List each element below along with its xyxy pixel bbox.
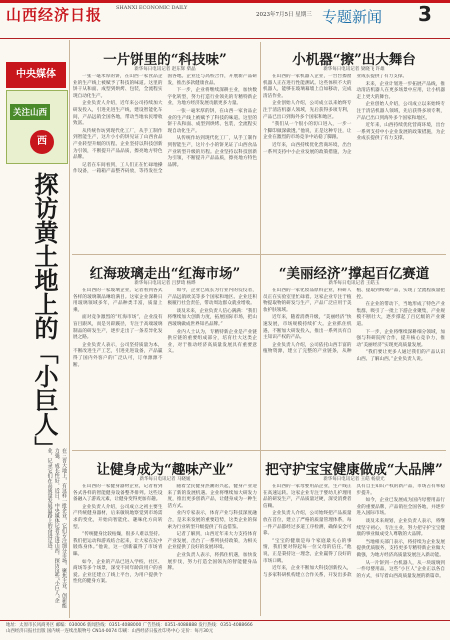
article-byline-5: 新华每日电讯记者 马晓媛 bbox=[139, 477, 191, 482]
article-title-1: 一片饼里的“科技味” bbox=[103, 52, 227, 68]
article-byline-1: 新华每日电讯记者 赵东辉 柴晶 bbox=[134, 67, 196, 72]
footer-line-2: 山西经济日报社出版 国内统一连续出版物号 CN14-0074 印刷：山西经济日报社印务中心 定价：每月30元 bbox=[6, 629, 214, 634]
left-column-divider bbox=[69, 40, 70, 618]
article-byline-6: 新华每日电讯记者 王皓 杨晨光 bbox=[323, 477, 385, 482]
article-byline-3: 新华每日电讯记者 吕梦琦 杨晔 bbox=[134, 281, 196, 286]
section-name: 专题新闻 bbox=[322, 8, 383, 26]
feature-intro: 在三晋大地上，有这样一批企业，它们专注细分市场，聚焦主业、创新能力强、成长性好。近日，中央媒体记者走进山西，探访这些“小巨人”企业，记录它们在高质量发展道路上的奋进足迹。 bbox=[46, 448, 67, 608]
page-footer bbox=[0, 620, 450, 640]
central-media-tag: 中央媒体 bbox=[6, 62, 66, 88]
issue-date: 2023年7月5日 星期三 bbox=[256, 12, 312, 18]
center-column-divider bbox=[260, 42, 261, 616]
masthead-subtitle: SHANXI ECONOMIC DAILY bbox=[116, 5, 188, 11]
article-body-6: 在山西的一家母婴用品企业，生产线正在高速运转。这家企业专注于婴幼儿护理用品的研发生产，产品质量过硬，深受消费者信赖。 企业负责人介绍，公司始终把产品质量放在首位，建立了严格的质量管理体系，每一件产品都经过多道工序检测，确保安全可靠。 “宝宝的健康是每个家庭最关心的事情，我们要对得起每一位父母的信任。”他说，正是秉持这一理念，企业赢得了良好的市场口碑。 近年来，企业不断加大科技创新投入，与多家科研机构建立合作关系，开发出多款具有自主知识产权的新产品，市场占有率稳步提升。 如今，企业已发展成为国内母婴用品行业的重要品牌，产品销往全国各地，并逐步进入国际市场。 谈及未来规划，企业负责人表示，将继续坚守初心，专注主业，努力把守护宝宝健康的事业做成受人尊敬的大品牌。 当地相关部门表示，将持续为企业发展提供优质服务，支持更多专精特新企业做大做强，为地方经济高质量发展注入新动能。 从一片饼到一台机器人，从一块玻璃到一件母婴用品，这些“小巨人”企业正以各自的方式，书写着山西高质量发展的新篇章。 bbox=[263, 484, 445, 579]
focus-shanxi-label: 关注山西 bbox=[10, 104, 50, 120]
article-title-6: 把守护宝宝健康做成“大品牌” bbox=[265, 462, 443, 478]
row-divider-1 bbox=[72, 254, 446, 255]
article-body-1: 一张一毫米厚的饼，在山西一家食品企业的生产线上被赋予了科技的味道。这里的饼干从和面、成型到烘烤、包装，全流程实现自动化生产。 企业负责人介绍，近年来公司持续加大研发投入，引进先进生产线，建设智能化车间，产品远销全国各地，带动当地农民增收致富。 从传统作坊到现代化工厂，从手工制作到智能生产，这片小小的饼见证了山西食品产业转型升级的历程。企业坚持以科技创新为引领，不断提升产品品质，擦亮地方特色品牌。 记者在车间看到，工人们正在忙碌地操作设备，一箱箱产品整齐码放，等待发往全国各地。企业还与高校合作，开展新产品研发，推出多款健康食品。 下一步，企业将继续深耕主业，加快数字化转型，努力打造行业领先的专精特新企业，为地方经济发展贡献更多力量。 一张一毫米厚的饼，在山西一家食品企业的生产线上被赋予了科技的味道。这里的饼干从和面、成型到烘烤、包装，全流程实现自动化生产。 从传统作坊到现代化工厂，从手工制作到智能生产，这片小小的饼见证了山西食品产业转型升级的历程。企业坚持以科技创新为引领，不断提升产品品质，擦亮地方特色品牌。 bbox=[73, 74, 257, 175]
masthead bbox=[0, 0, 450, 39]
article-byline-2: 新华每日电讯记者 梁晓飞 许雄 bbox=[323, 67, 385, 72]
article-title-2: 小机器“擦”出大舞台 bbox=[292, 52, 416, 68]
footer-line-1: 地址：太原市长风商务区 邮编：030006 新闻热线：0351-4088000 广告热线：0351-4088888 发行热线：0351-4088666 bbox=[6, 623, 253, 628]
feature-title: 探访黄土地上的「小巨人」 bbox=[30, 172, 59, 460]
article-body-2: 在山西的一家机器人企业，一台台擦窗机器人正在进行性能测试。这些体积不大的机器人，能够在玻璃幕墙上自如移动，完成清洁作业。 企业创始人介绍，公司成立以来始终专注于清洁机器人领域，先后获得多项专利，产品已出口到海外多个国家和地区。 “我们从一个很小的切口进入，一步一个脚印做深做透。”他说，正是这种专注，让企业在激烈的市场竞争中站稳了脚跟。 近年来，山西持续优化营商环境，出台一系列支持中小企业发展的政策措施，为企业成长提供了有力支撑。 未来，企业计划进一步拓展产品线，推动清洁机器人在更多场景中应用，让小机器走上更大的舞台。 企业创始人介绍，公司成立以来始终专注于清洁机器人领域，先后获得多项专利，产品已出口到海外多个国家和地区。 近年来，山西持续优化营商环境，出台一系列支持中小企业发展的政策措施，为企业成长提供了有力支撑。 bbox=[263, 74, 445, 155]
article-title-3: 红海玻璃走出“红海市场” bbox=[89, 266, 241, 282]
article-byline-4: 新华每日电讯记者 王皓玉 bbox=[328, 281, 380, 286]
article-body-3: 在山西的一家玻璃企业，记者看到各式各样的玻璃制品琳琅满目。这家企业深耕日用玻璃领域多年，产品种类丰富，质量上乘。 面对竞争激烈的“红海市场”，企业没有盲目跟风，而是另辟蹊径，专注于高端玻璃制品的研发生产，逐步走出了一条差异化发展之路。 企业负责人表示，公司坚持质量为本，不断改进生产工艺，引进先进设备，产品赢得了国内外客户的广泛认可，订单源源不断。 如今，企业已成长为行业内的佼佼者，产品远销欧美等多个国家和地区。企业还积极履行社会责任，带动周边群众就业增收。 谈及未来，企业负责人信心满满：“我们将继续加大创新力度，拓展国际市场，把山西玻璃做成世界知名品牌。” 业内人士认为，专精特新企业是产业链供应链的重要组成部分，培育壮大这类企业，对于推动经济高质量发展具有重要意义。 bbox=[73, 288, 257, 368]
article-body-5: 在山西的一家健身器材企业，记者看到各式各样的智能健身设备整齐排列。这些设备融入了游戏元素，让健身变得更加有趣。 企业负责人介绍，公司成立之初主要生产传统健身器材，后来敏锐地察觉到市场需求的变化，开始向智能化、趣味化方向转型。 “传统健身比较枯燥，很多人难以坚持。我们把运动和游戏结合起来，让大家在玩中锻炼身体。”他说，这一创新赢得了市场青睐。 如今，企业的产品已进入学校、社区、商场等多个场景，深受不同年龄段用户的喜爱。企业还建立了线上平台，为用户提供个性化的健身方案。 随着全民健身热潮的兴起，健身产业迎来了新的发展机遇。企业将继续加大研发力度，推出更多创新产品，让健身成为一种生活方式。 业内专家表示，体育产业与科技深度融合，是未来发展的重要趋势，这类企业的探索为行业转型升级提供了有益借鉴。 记者了解到，山西近年来大力支持体育产业发展，出台了一系列扶持政策，为相关企业提供了良好的发展环境。 企业负责人表示，将抓住机遇，加快发展步伐，努力打造全国领先的智能健身品牌。 bbox=[73, 484, 257, 585]
shanxi-circle-icon: 西 bbox=[30, 130, 54, 154]
article-body-4: 在山西的一家化妆品原料企业，科研人员正在实验室里忙碌着。这家企业专注于植物提取物的研发与生产，产品广泛应用于美妆护肤领域。 近年来，随着消费升级，“美丽经济”快速发展，市场规模持续扩大。企业抓住机遇，不断加大研发投入，推出一系列具有自主知识产权的产品。 企业负责人介绍，公司依托山西丰富的植物资源，建立了完整的产业链条，从种植、提取到终端产品，实现了全流程质量把控。 在企业的带动下，当地形成了特色产业集群，吸引了一批上下游企业聚集，产业规模不断壮大，逐步撑起了百亿级的产业赛道。 下一步，企业将继续深耕细分领域，加强与科研院所合作，提升核心竞争力，推动“美丽经济”实现更高质量发展。 “我们要让更多人通过我们的产品认识山西、了解山西。”企业负责人说。 bbox=[263, 288, 445, 362]
newspaper-logo: 山西经济日报 bbox=[6, 6, 103, 24]
page-number: 3 bbox=[418, 2, 432, 26]
article-title-4: “美丽经济”撑起百亿赛道 bbox=[278, 266, 430, 282]
row-divider-2 bbox=[72, 450, 446, 451]
article-title-5: 让健身成为“趣味产业” bbox=[96, 462, 234, 478]
